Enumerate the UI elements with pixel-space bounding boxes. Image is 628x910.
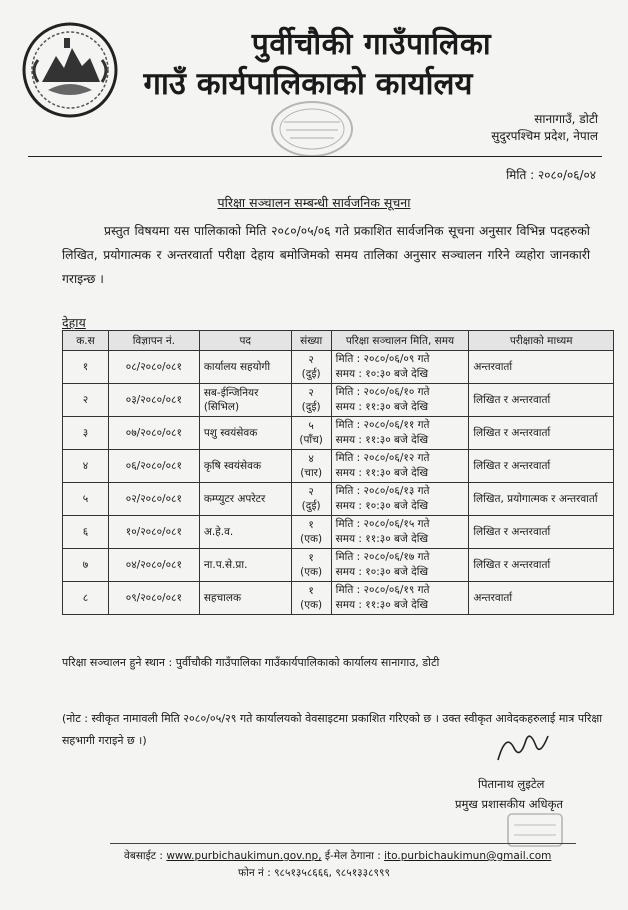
cell-advertisement: ०८/२०८०/०८१ [108,351,199,384]
table-row [63,450,614,483]
cell-exam-mode: लिखित र अन्तरवार्ता [469,417,614,450]
table-row [63,483,614,516]
col-header-schedule: परिक्षा सञ्चालन मिति, समय [331,331,469,351]
exam-time: समय : ११:३० बजे देखि [335,467,429,479]
cell-count [291,582,331,615]
count-number: ५ [308,420,314,432]
address-line-2: सुदुरपश्चिम प्रदेश, नेपाल [491,129,598,143]
cell-post: सहचालक [199,582,291,615]
count-words: (एक) [300,533,323,545]
exam-date: मिति : २०८०/०६/१९ गते [335,584,430,596]
count-number: १ [308,519,314,531]
cell-schedule [331,516,469,549]
org-name: पुर्वीचौकी गाउँपालिका [251,27,492,62]
count-words: (दुई) [301,500,321,512]
count-words: (चार) [300,467,323,479]
exam-time: समय : १०:३० बजे देखि [335,566,429,578]
count-number: २ [308,354,314,366]
cell-sn: ६ [63,516,109,549]
count-number: २ [308,486,314,498]
exam-time: समय : ११:३० बजे देखि [335,401,429,413]
cell-sn: ८ [63,582,109,615]
footer-contact [124,849,551,863]
cell-sn: ३ [63,417,109,450]
email-link[interactable]: ito.purbichaukimun@gmail.com [384,850,552,862]
office-name: गाउँ कार्यपालिकाको कार्यालय [143,66,473,102]
exam-date: मिति : २०८०/०६/११ गते [335,419,430,431]
cell-count [291,549,331,582]
address-line-1: सानागाउँ, डोटी [534,112,598,126]
cell-post: कार्यालय सहयोगी [199,351,291,384]
col-header-sn: क.स [63,331,109,351]
cell-schedule [331,417,469,450]
cell-post: पशु स्वयंसेवक [199,417,291,450]
cell-schedule [331,582,469,615]
count-words: (एक) [300,599,323,611]
note: (नोट : स्वीकृत नामावली मिति २०८०/०५/२९ गते कार्यालयको वेवसाइटमा प्रकाशित गरिएको छ । उक्त स्वीकृत आवेदकहरुलाई मात्र परिक्षा सहभागी गराइने छ ।) [62,712,603,747]
cell-post: सब-ईन्जिनियर (सिभिल) [199,384,291,417]
col-header-exam-mode: परीक्षाको माध्यम [469,331,614,351]
exam-time: समय : १०:३० बजे देखि [335,500,429,512]
header-divider [28,156,602,157]
office-stamp [268,98,356,160]
cell-advertisement: ०४/२०८०/०८१ [108,549,199,582]
cell-sn: २ [63,384,109,417]
count-words: (दुई) [301,401,321,413]
footer-phone: फोन नं : ९८५१३५८६६६, ९८५१३३८९९९ [238,867,390,879]
cell-post: कम्प्युटर अपरेटर [199,483,291,516]
cell-exam-mode: लिखित र अन्तरवार्ता [469,549,614,582]
signatory-title: प्रमुख प्रशासकीय अधिकृत [455,797,563,811]
exam-date: मिति : २०८०/०६/१२ गते [335,452,430,464]
col-header-advertisement: विज्ञापन नं. [108,331,199,351]
signatory-name: पितानाथ लुइटेल [478,777,545,791]
table-row [63,417,614,450]
cell-sn: ५ [63,483,109,516]
table-row [63,516,614,549]
table-row [63,582,614,615]
exam-time: समय : १०:३० बजे देखि [335,368,429,380]
cell-schedule [331,483,469,516]
col-header-post: पद [199,331,291,351]
cell-exam-mode: लिखित, प्रयोगात्मक र अन्तरवार्ता [469,483,614,516]
cell-post: कृषि स्वयंसेवक [199,450,291,483]
table-row [63,351,614,384]
notice-date: मिति : २०८०/०६/०४ [506,168,596,182]
count-number: २ [308,387,314,399]
notice-body: प्रस्तुत विषयमा यस पालिकाको मिति २०८०/०५/०६ गते प्रकाशित सार्वजनिक सूचना अनुसार विभिन्न पदहरुको लिखित, प्रयोगात्मक र अन्तरवार्ता परीक्षा देहाय बमोजिमको समय तालिका अनुसार सञ्चालन गरिने व्यहोरा जानकारी गराइन्छ । [62,224,590,286]
cell-sn: १ [63,351,109,384]
cell-count [291,417,331,450]
cell-exam-mode: लिखित र अन्तरवार्ता [469,450,614,483]
table-label: देहाय [62,315,86,330]
notice-subject: परिक्षा सञ्चालन सम्बन्धी सार्वजनिक सूचना [217,195,411,210]
cell-sn: ७ [63,549,109,582]
exam-date: मिति : २०८०/०६/०९ गते [335,353,430,365]
exam-venue: परिक्षा सञ्चालन हुने स्थान : पुर्वीचौकी गाउँपालिका गाउँकार्यपालिकाको कार्यालय सानागाउ, डोटी [62,656,440,669]
cell-post: अ.हे.व. [199,516,291,549]
exam-time: समय : ११:३० बजे देखि [335,533,429,545]
exam-time: समय : ११:३० बजे देखि [335,599,429,611]
website-label: वेबसाईट : [124,850,163,862]
cell-advertisement: ०३/२०८०/०८१ [108,384,199,417]
cell-advertisement: ०६/२०८०/०८१ [108,450,199,483]
cell-exam-mode: अन्तरवार्ता [469,582,614,615]
cell-count [291,516,331,549]
exam-date: मिति : २०८०/०६/१० गते [335,386,430,398]
table-row [63,549,614,582]
cell-exam-mode: लिखित र अन्तरवार्ता [469,516,614,549]
footer-divider [110,843,576,844]
col-header-count: संख्या [291,331,331,351]
cell-schedule [331,351,469,384]
exam-date: मिति : २०८०/०६/१७ गते [335,551,430,563]
cell-advertisement: ०७/२०८०/०८१ [108,417,199,450]
count-words: (दुई) [301,368,321,380]
count-words: (पाँच) [299,434,323,446]
cell-exam-mode: अन्तरवार्ता [469,351,614,384]
cell-count [291,384,331,417]
cell-schedule [331,450,469,483]
signature [492,726,552,766]
exam-date: मिति : २०८०/०६/१३ गते [335,485,430,497]
website-link[interactable]: www.purbichaukimun.gov.np, [166,850,322,862]
cell-advertisement: १०/२०८०/०८१ [108,516,199,549]
cell-count [291,351,331,384]
cell-count [291,450,331,483]
cell-exam-mode: लिखित र अन्तरवार्ता [469,384,614,417]
cell-advertisement: ०२/२०८०/०८१ [108,483,199,516]
exam-date: मिति : २०८०/०६/१५ गते [335,518,430,530]
cell-advertisement: ०९/२०८०/०८१ [108,582,199,615]
count-number: ४ [308,453,314,465]
cell-schedule [331,549,469,582]
cell-count [291,483,331,516]
exam-time: समय : ११:३० बजे देखि [335,434,429,446]
email-label: ई-मेल ठेगाना : [324,850,381,862]
count-words: (एक) [300,566,323,578]
table-header-row [63,331,614,351]
count-number: १ [308,552,314,564]
table-row [63,384,614,417]
cell-post: ना.प.से.प्रा. [199,549,291,582]
cell-schedule [331,384,469,417]
exam-schedule-table [62,330,614,615]
count-number: १ [308,585,314,597]
cell-sn: ४ [63,450,109,483]
